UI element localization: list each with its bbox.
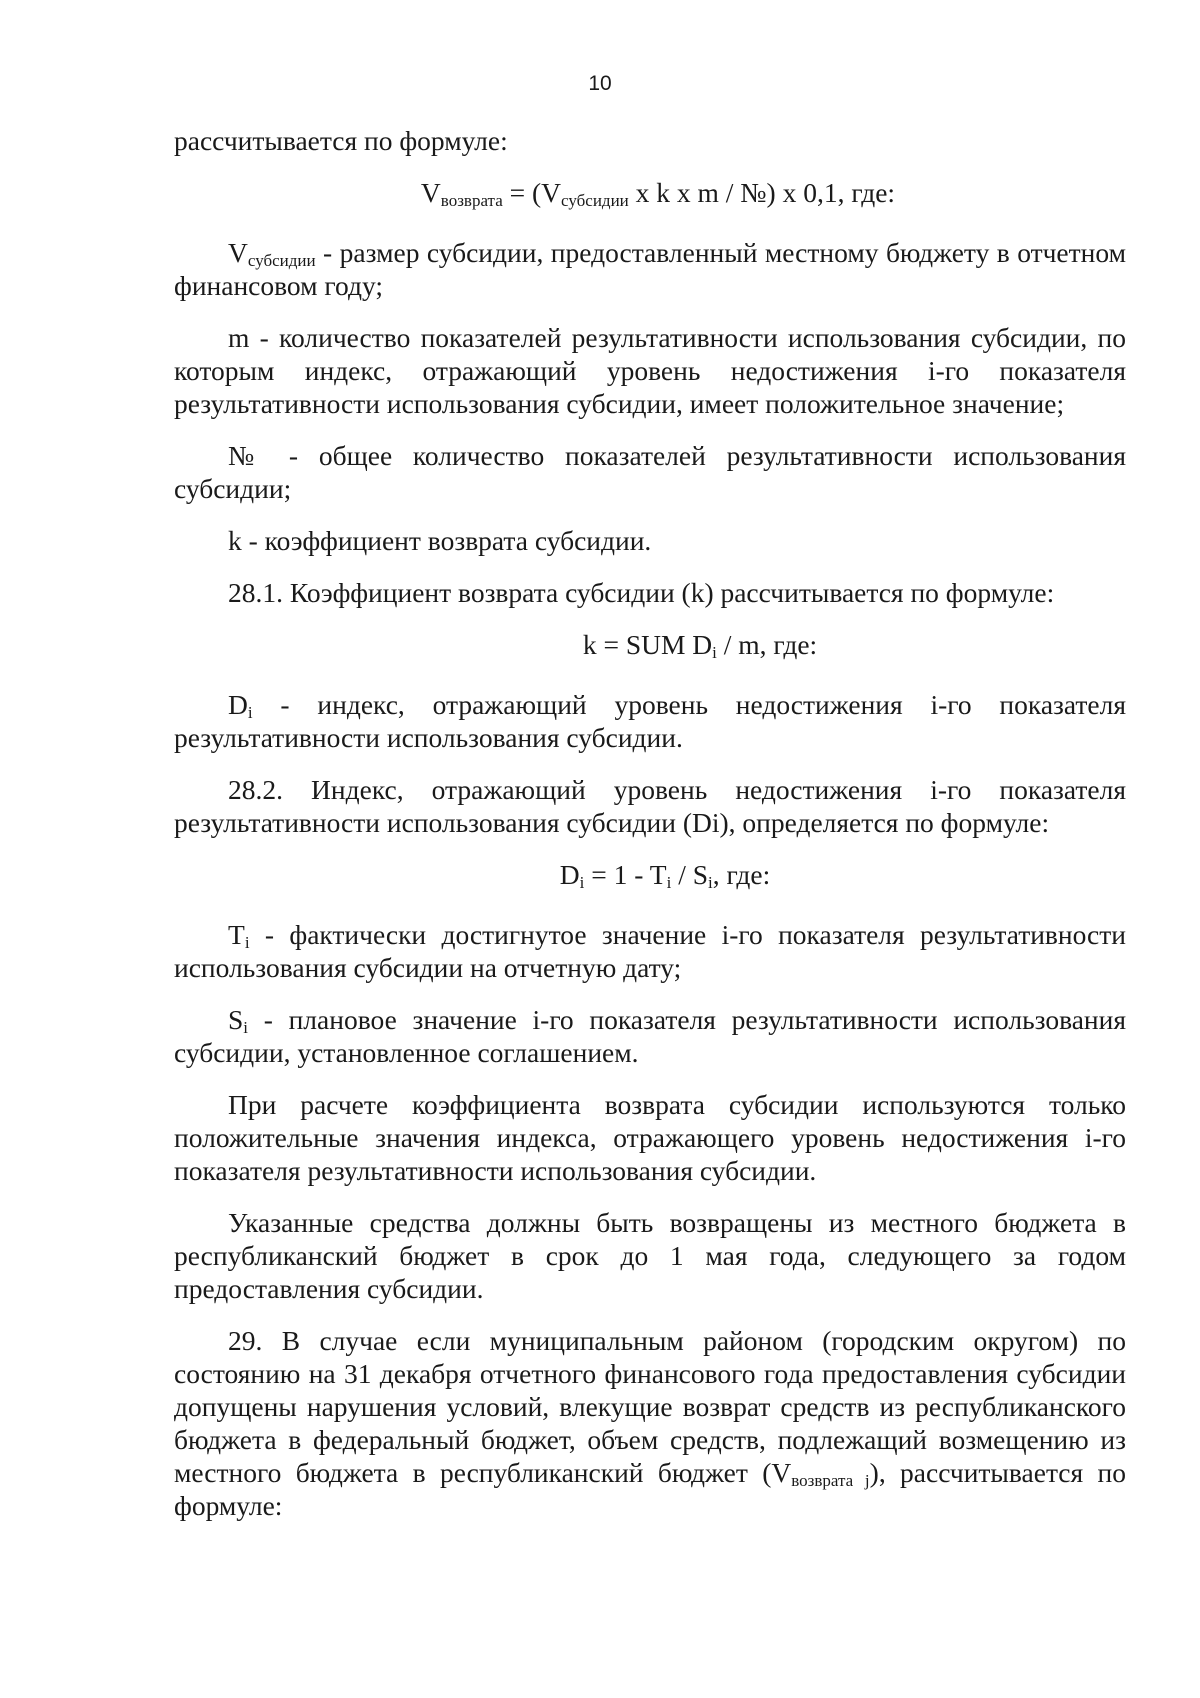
formula-k: k = SUM $D_i$ / m, где: bbox=[582, 629, 818, 662]
page-number: 10 bbox=[588, 72, 612, 95]
paragraph-29: 29. В случае если муниципальным районом (городским округом) по состоянию на 31 декабря отчетного финансового года предоставления субсидии допущены нарушения условий, влекущие возврат средств из республиканского бюджета в федеральный бюджет, объем средств, подлежащий возмещению из местного бюджета в республиканский бюджет $(V_{возврата j})$, рассчитывается по формуле: bbox=[174, 1325, 1126, 1521]
paragraph-28-2: 28.2. Индекс, отражающий уровень недостижения i-го показателя результативности использования субсидии (Di), определяется по формуле: bbox=[174, 774, 1126, 838]
paragraph-return-deadline: Указанные средства должны быть возвращены из местного бюджета в республиканский бюджет в срок до 1 мая года, следующего за годом предоставления субсидии. bbox=[174, 1207, 1126, 1304]
definition-ti: $T_i$ - фактически достигнутое значение i-го показателя результативности использования субсидии на отчетную дату; bbox=[174, 919, 1126, 983]
definition-si: $S_i$ - плановое значение i-го показателя результативности использования субсидии, установленное соглашением. bbox=[174, 1004, 1126, 1068]
definition-di: $D_i$ - индекс, отражающий уровень недостижения i-го показателя результативности использования субсидии. bbox=[174, 689, 1126, 753]
paragraph-positive-values: При расчете коэффициента возврата субсидии используются только положительные значения индекса, отражающего уровень недостижения i-го показателя результативности использования субсидии. bbox=[174, 1089, 1126, 1186]
definition-m: m - количество показателей результативности использования субсидии, по которым индекс, отражающий уровень недостижения i-го показателя результативности использования субсидии, имеет положительное значение; bbox=[174, 322, 1126, 419]
paragraph-28-1: 28.1. Коэффициент возврата субсидии (k) рассчитывается по формуле: bbox=[228, 577, 1055, 608]
formula-di: $D_i = 1 - T_i / S_i$, где: bbox=[559, 859, 771, 892]
document-body bbox=[174, 124, 1126, 1541]
definition-number: № - общее количество показателей результативности использования субсидии; bbox=[174, 440, 1126, 504]
definition-k: k - коэффициент возврата субсидии. bbox=[228, 525, 652, 556]
paragraph-intro: рассчитывается по формуле: bbox=[174, 125, 508, 156]
definition-v-subsidy: $V_{субсидии}$ - размер субсидии, предоставленный местному бюджету в отчетном финансовом году; bbox=[174, 237, 1126, 301]
formula-return-volume: $V_{возврата} = (V_{субсидии}$ x k x m / №) x 0,1, где: bbox=[420, 177, 896, 210]
